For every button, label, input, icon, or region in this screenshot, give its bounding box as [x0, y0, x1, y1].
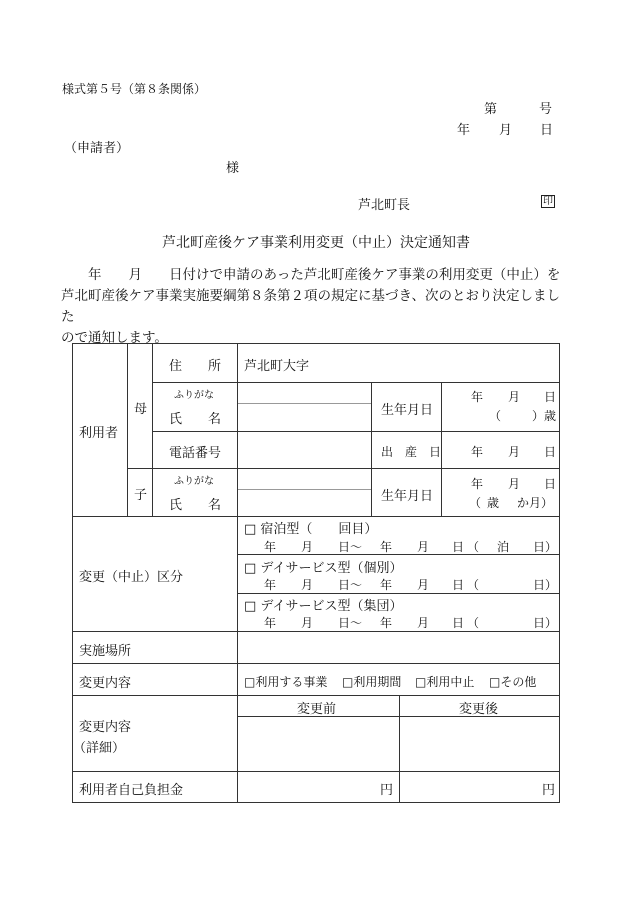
copay-before-yen: 円: [380, 783, 394, 798]
mother-birth-year: 年: [471, 390, 484, 404]
child-label: 子: [134, 488, 148, 503]
doc-number-suffix: 号: [539, 102, 553, 117]
option-day-group-checkbox[interactable]: □ デイサービス型（集団）: [244, 599, 403, 614]
opt3-tail-close: 日）: [533, 616, 558, 630]
delivery-date-label: 出 産 日: [381, 445, 442, 459]
opt1-end-day: 日: [452, 540, 465, 554]
child-birth-year: 年: [471, 477, 484, 491]
child-birth-day: 日: [544, 477, 557, 491]
seal-mark: 印: [543, 196, 553, 207]
copay-label: 利用者自己負担金: [79, 783, 184, 798]
date-month: 月: [499, 123, 513, 138]
opt2-tail-close: 日）: [533, 578, 558, 592]
after-header: 変更後: [459, 702, 499, 717]
mother-label: 母: [134, 402, 148, 417]
detail-label: 変更内容: [79, 720, 132, 735]
applicant-label: （申請者）: [64, 141, 130, 156]
before-header: 変更前: [297, 702, 337, 717]
honorific: 様: [226, 161, 240, 176]
change-category-label: 変更（中止）区分: [79, 570, 184, 585]
body-line-3: ので通知します。: [61, 330, 168, 346]
check-period[interactable]: □利用期間: [342, 675, 402, 689]
opt1-start-day: 日〜: [338, 540, 363, 554]
opt2-start-month: 月: [301, 578, 314, 592]
form-reference: 様式第５号（第８条関係）: [62, 82, 207, 96]
address-label: 住 所: [169, 359, 222, 374]
document-title: 芦北町産後ケア事業利用変更（中止）決定通知書: [162, 235, 470, 251]
child-name-label: 氏 名: [169, 498, 222, 513]
detail-sublabel: （詳細）: [73, 741, 126, 756]
mother-name-label: 氏 名: [169, 412, 222, 427]
opt1-start-year: 年: [264, 540, 277, 554]
opt1-start-month: 月: [301, 540, 314, 554]
child-birth-label: 生年月日: [381, 489, 434, 504]
date-day: 日: [540, 123, 554, 138]
copay-after-yen: 円: [542, 783, 556, 798]
opt2-end-day: 日: [452, 578, 465, 592]
phone-label: 電話番号: [169, 446, 222, 461]
option-day-individual-checkbox[interactable]: □ デイサービス型（個別）: [244, 561, 403, 576]
opt2-end-year: 年: [380, 578, 393, 592]
opt3-start-month: 月: [301, 616, 314, 630]
child-furigana-label: ふりがな: [174, 476, 214, 487]
opt3-start-year: 年: [264, 616, 277, 630]
child-age-open: （: [469, 496, 482, 510]
change-content-label: 変更内容: [79, 676, 132, 691]
body-line-2: 芦北町産後ケア事業実施要綱第８条第２項の規定に基づき、次のとおり決定しました: [61, 288, 560, 325]
check-stop[interactable]: □利用中止: [415, 675, 475, 689]
check-service[interactable]: □利用する事業: [244, 675, 328, 689]
option-overnight-checkbox[interactable]: □ 宿泊型（ 回目）: [244, 522, 378, 537]
mother-age-open: （: [489, 409, 502, 423]
opt3-tail-open: （: [467, 616, 480, 630]
delivery-month: 月: [508, 445, 521, 459]
child-birth-month: 月: [508, 477, 521, 491]
check-other[interactable]: □その他: [489, 675, 537, 689]
opt1-end-year: 年: [380, 540, 393, 554]
opt2-start-day: 日〜: [338, 578, 363, 592]
opt1-end-month: 月: [417, 540, 430, 554]
opt3-end-year: 年: [380, 616, 393, 630]
child-age-years: 歳: [487, 496, 500, 510]
opt2-end-month: 月: [417, 578, 430, 592]
mother-birth-month: 月: [508, 390, 521, 404]
opt3-start-day: 日〜: [338, 616, 363, 630]
body-line-1: 年 月 日付けで申請のあった芦北町産後ケア事業の利用変更（中止）を: [61, 267, 561, 283]
date-year: 年: [457, 123, 471, 138]
opt2-start-year: 年: [264, 578, 277, 592]
user-label: 利用者: [79, 426, 119, 441]
delivery-year: 年: [471, 445, 484, 459]
mother-furigana-label: ふりがな: [174, 390, 214, 401]
opt1-tail-nights: 泊: [497, 540, 510, 554]
address-value: 芦北町大字: [244, 359, 310, 374]
place-label: 実施場所: [79, 644, 132, 659]
opt3-end-month: 月: [417, 616, 430, 630]
opt2-tail-open: （: [467, 578, 480, 592]
mother-age-close: ）歳: [532, 409, 557, 423]
delivery-day: 日: [544, 445, 557, 459]
doc-number-prefix: 第: [484, 102, 498, 117]
opt1-tail-open: （: [467, 540, 480, 554]
issuer: 芦北町長: [358, 198, 411, 213]
opt3-end-day: 日: [452, 616, 465, 630]
opt1-tail-close: 日）: [533, 540, 558, 554]
mother-birth-day: 日: [544, 390, 557, 404]
mother-birth-label: 生年月日: [381, 403, 434, 418]
child-age-months: か月）: [517, 496, 554, 510]
